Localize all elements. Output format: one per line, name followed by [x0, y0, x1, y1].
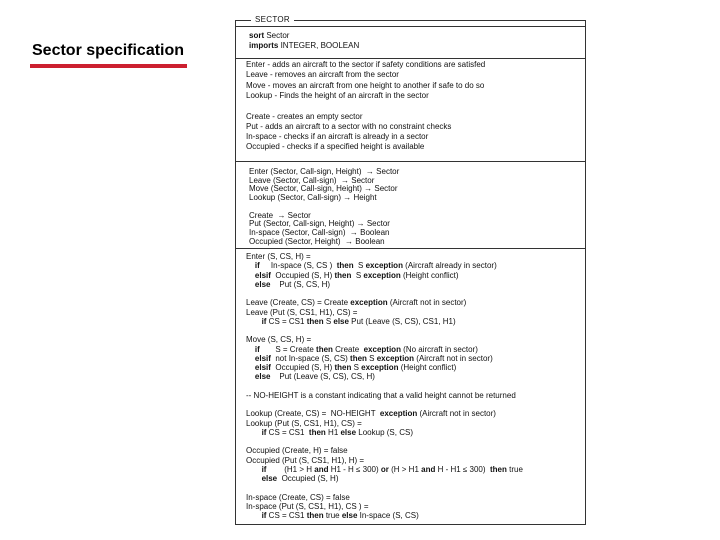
- sort-section: [236, 26, 585, 59]
- spec-text: Occupied (Sector, Height) → Boolean: [249, 236, 385, 246]
- spec-line: [246, 298, 466, 307]
- spec-text: Leave (Put (S, CS1, H1), CS) =: [246, 307, 358, 317]
- descriptions-section: [236, 58, 585, 162]
- spec-text: (Aircraft not in sector): [387, 298, 467, 308]
- spec-text: (Aircraft not in sector): [414, 353, 493, 363]
- spec-line: [246, 317, 456, 326]
- spec-text: Sector: [264, 31, 290, 40]
- keyword: then: [308, 427, 326, 437]
- spec-text: S: [351, 363, 362, 372]
- keyword: then: [334, 363, 352, 372]
- spec-text: true: [506, 464, 523, 474]
- keyword: then: [336, 261, 354, 271]
- keyword: elsif: [246, 270, 271, 280]
- keyword: or: [380, 464, 389, 474]
- spec-line: [246, 60, 485, 69]
- spec-text: [246, 428, 262, 437]
- spec-line: [246, 372, 375, 381]
- spec-line: [249, 31, 289, 40]
- keyword: else: [340, 427, 357, 437]
- keyword: if: [261, 464, 267, 474]
- spec-text: In-space (S, CS): [357, 511, 419, 520]
- spec-text: Enter (S, CS, H) =: [246, 252, 311, 261]
- keyword: exception: [350, 298, 388, 308]
- spec-text: Lookup (Put (S, CS1, H1), CS) =: [246, 418, 362, 428]
- spec-text: Put (Sector, Call-sign, Height) → Sector: [249, 219, 390, 229]
- sector-spec-box: [235, 15, 586, 525]
- keyword: if: [246, 344, 260, 354]
- spec-line: [246, 456, 364, 465]
- spec-line: [246, 112, 363, 121]
- spec-text: Move (Sector, Call-sign, Height) → Sector: [249, 184, 398, 194]
- spec-line: [249, 184, 398, 193]
- keyword: else: [261, 474, 278, 483]
- spec-text: In-space (Create, CS) = false: [246, 492, 350, 502]
- spec-text: (No aircraft in sector): [400, 344, 478, 354]
- keyword: exception: [365, 261, 403, 271]
- spec-text: Leave - removes an aircraft from the sector: [246, 70, 399, 80]
- keyword: exception: [376, 353, 415, 363]
- keyword: exception: [363, 270, 401, 280]
- spec-text: Put (Leave (S, CS), CS, H): [270, 372, 375, 382]
- spec-line: [246, 308, 357, 317]
- spec-text: Lookup (Create, CS) = NO-HEIGHT: [246, 409, 380, 419]
- spec-line: [246, 70, 399, 79]
- spec-text: Leave (Sector, Call-sign) → Sector: [249, 175, 375, 185]
- spec-text: S: [366, 353, 377, 363]
- spec-text: H1: [325, 427, 341, 437]
- spec-line: [249, 219, 390, 228]
- spec-line: [246, 345, 478, 354]
- title-underline: [30, 64, 187, 68]
- spec-text: [246, 511, 262, 520]
- spec-text: Put - adds an aircraft to a sector with no constraint checks: [246, 121, 452, 131]
- spec-line: [249, 237, 385, 246]
- spec-text: Occupied (Put (S, CS1, H1), H) =: [246, 455, 365, 465]
- spec-line: [249, 211, 311, 220]
- spec-text: S: [353, 261, 366, 271]
- slide-title: Sector specification: [32, 42, 185, 59]
- spec-text: Enter - adds an aircraft to the sector if safety conditions are satisfed: [246, 60, 486, 69]
- spec-text: -- NO-HEIGHT is a constant indicating that a valid height cannot be returned: [246, 390, 516, 400]
- spec-header: SECTOR: [251, 15, 294, 25]
- spec-text: Leave (Create, CS) = Create: [246, 298, 351, 308]
- keyword: exception: [363, 344, 401, 354]
- spec-line: [246, 81, 484, 90]
- keyword: imports: [249, 41, 279, 50]
- keyword: exception: [379, 409, 418, 419]
- spec-text: CS = CS1: [266, 316, 307, 326]
- keyword: else: [333, 316, 349, 326]
- axioms-section: [236, 248, 585, 525]
- spec-text: In-space - checks if an aircraft is already in a sector: [246, 132, 429, 142]
- spec-line: [246, 142, 424, 151]
- spec-line: [246, 252, 311, 261]
- spec-line: [246, 446, 348, 455]
- spec-text: [246, 317, 262, 326]
- spec-line: [246, 335, 311, 344]
- spec-text: not In-space (S, CS): [270, 353, 351, 363]
- spec-text: Create → Sector: [249, 210, 311, 220]
- spec-text: INTEGER, BOOLEAN: [278, 41, 360, 50]
- spec-text: S = Create: [259, 344, 317, 354]
- spec-line: [246, 354, 493, 363]
- spec-text: Enter (Sector, Call-sign, Height) → Sector: [249, 167, 400, 176]
- spec-text: Occupied (Create, H) = false: [246, 446, 348, 456]
- spec-line: [246, 511, 419, 520]
- spec-text: S: [351, 270, 364, 280]
- spec-text: Move (S, CS, H) =: [246, 335, 312, 345]
- spec-text: Lookup (S, CS): [356, 427, 413, 437]
- spec-text: H1 - H ≤ 300): [328, 464, 381, 474]
- keyword: then: [316, 344, 333, 354]
- spec-text: Lookup (Sector, Call-sign) → Height: [249, 193, 377, 203]
- keyword: if: [246, 261, 260, 271]
- spec-text: (H > H1: [388, 464, 422, 474]
- spec-text: (Height conflict): [398, 363, 457, 372]
- spec-line: [249, 41, 359, 50]
- spec-text: [246, 474, 262, 483]
- spec-text: In-space (S, CS ): [259, 261, 337, 271]
- keyword: else: [246, 279, 271, 289]
- spec-text: Occupied (S, H): [270, 270, 335, 280]
- keyword: if: [261, 427, 267, 437]
- keyword: then: [350, 353, 367, 363]
- keyword: sort: [249, 31, 265, 40]
- spec-line: [246, 419, 362, 428]
- keyword: and: [314, 464, 329, 474]
- spec-line: [246, 391, 516, 400]
- spec-text: CS = CS1: [266, 511, 307, 520]
- spec-text: Lookup - Finds the height of an aircraft in the sector: [246, 90, 429, 100]
- spec-text: Occupied (S, H): [270, 363, 335, 372]
- keyword: if: [261, 511, 267, 520]
- spec-line: [246, 91, 429, 100]
- spec-text: In-space (Sector, Call-sign) → Boolean: [249, 227, 390, 237]
- spec-text: S: [323, 316, 334, 326]
- spec-text: Put (S, CS, H): [270, 279, 331, 289]
- spec-line: [246, 465, 523, 474]
- spec-text: Put (Leave (S, CS), CS1, H1): [348, 316, 456, 326]
- keyword: exception: [361, 363, 399, 372]
- spec-line: [246, 409, 496, 418]
- spec-text: Create: [332, 344, 364, 354]
- keyword: and: [421, 464, 436, 474]
- spec-text: (H1 > H: [266, 464, 315, 474]
- keyword: else: [341, 511, 358, 520]
- spec-text: (Aircraft already in sector): [402, 261, 497, 271]
- spec-text: Occupied - checks if a specified height is available: [246, 142, 425, 152]
- spec-line: [249, 176, 374, 185]
- spec-line: [246, 493, 350, 502]
- spec-line: [246, 502, 368, 511]
- keyword: elsif: [246, 363, 271, 372]
- keyword: then: [306, 511, 324, 520]
- spec-text: true: [323, 511, 342, 520]
- keyword: if: [261, 316, 267, 326]
- spec-text: H - H1 ≤ 300): [435, 464, 490, 474]
- spec-text: Move - moves an aircraft from one height to another if safe to do so: [246, 80, 485, 90]
- spec-line: [249, 167, 399, 176]
- keyword: then: [306, 316, 324, 326]
- spec-line: [246, 280, 330, 289]
- spec-text: (Height conflict): [400, 270, 459, 280]
- spec-line: [246, 132, 428, 141]
- spec-line: [246, 271, 459, 280]
- spec-line: [246, 122, 451, 131]
- keyword: then: [490, 464, 507, 474]
- spec-line: [246, 428, 413, 437]
- spec-text: Create - creates an empty sector: [246, 111, 363, 121]
- spec-text: (Aircraft not in sector): [417, 409, 496, 419]
- spec-text: CS = CS1: [266, 427, 309, 437]
- spec-line: [246, 474, 339, 483]
- spec-line: [246, 363, 456, 372]
- spec-line: [249, 228, 390, 237]
- spec-text: In-space (Put (S, CS1, H1), CS ) =: [246, 501, 369, 511]
- spec-text: [246, 465, 262, 474]
- keyword: then: [334, 270, 352, 280]
- spec-text: Occupied (S, H): [277, 474, 339, 483]
- keyword: elsif: [246, 353, 271, 363]
- signatures-section: [236, 161, 585, 249]
- keyword: else: [246, 372, 271, 382]
- spec-line: [246, 261, 497, 270]
- spec-line: [249, 193, 377, 202]
